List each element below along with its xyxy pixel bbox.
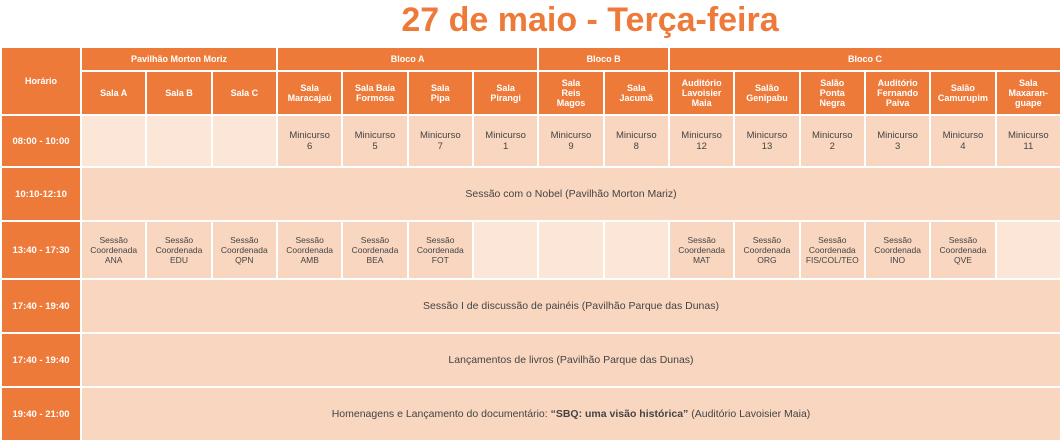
session-cell: Minicurso 7 <box>409 116 472 166</box>
schedule-row <box>2 280 1060 332</box>
session-cell: Sessão Coordenada MAT <box>670 222 733 278</box>
room-header: Salão Camurupim <box>931 72 994 114</box>
session-span <box>82 388 1060 440</box>
time-slot: 17:40 - 19:40 <box>2 280 80 332</box>
session-cell: Minicurso 5 <box>343 116 406 166</box>
group-header-bloco-b: Bloco B <box>539 48 668 70</box>
schedule-row <box>2 334 1060 386</box>
horario-header: Horário <box>2 48 80 114</box>
room-header: Auditório Lavoisier Maia <box>670 72 733 114</box>
schedule-row <box>2 168 1060 220</box>
session-cell: Sessão Coordenada FIS/COL/TEO <box>801 222 864 278</box>
session-cell: Sessão Coordenada QPN <box>213 222 276 278</box>
session-cell <box>474 222 537 278</box>
room-header: Salão Genipabu <box>735 72 798 114</box>
schedule-row <box>2 388 1060 440</box>
session-cell <box>539 222 602 278</box>
group-header-bloco-a: Bloco A <box>278 48 537 70</box>
group-header-bloco-c: Bloco C <box>670 48 1060 70</box>
time-slot: 17:40 - 19:40 <box>2 334 80 386</box>
session-text-pre: Homenagens e Lançamento do documentário: <box>331 408 551 420</box>
schedule-row <box>2 222 1060 278</box>
session-cell <box>147 116 210 166</box>
room-header: Sala Pirangi <box>474 72 537 114</box>
session-cell: Sessão Coordenada QVE <box>931 222 994 278</box>
session-cell: Sessão Coordenada ORG <box>735 222 798 278</box>
documentary-title: “SBQ: uma visão histórica” <box>550 408 689 420</box>
room-header: Auditório Fernando Paiva <box>866 72 929 114</box>
session-text-post: (Auditório Lavoisier Maia) <box>688 408 811 420</box>
time-slot: 08:00 - 10:00 <box>2 116 80 166</box>
page-title: 27 de maio - Terça-feira <box>401 1 779 39</box>
session-cell: Minicurso 6 <box>278 116 341 166</box>
session-cell: Sessão Coordenada ANA <box>82 222 145 278</box>
session-cell <box>82 116 145 166</box>
session-cell: Minicurso 4 <box>931 116 994 166</box>
room-header: Sala Reis Magos <box>539 72 602 114</box>
session-cell <box>605 222 668 278</box>
session-cell: Minicurso 2 <box>801 116 864 166</box>
time-slot: 19:40 - 21:00 <box>2 388 80 440</box>
session-cell: Minicurso 11 <box>997 116 1060 166</box>
room-header: Sala Maxaran- guape <box>997 72 1060 114</box>
session-cell: Minicurso 1 <box>474 116 537 166</box>
session-cell: Sessão Coordenada BEA <box>343 222 406 278</box>
room-header: Sala Pipa <box>409 72 472 114</box>
session-cell: Minicurso 13 <box>735 116 798 166</box>
session-span: Lançamentos de livros (Pavilhão Parque das Dunas) <box>82 334 1060 386</box>
schedule-row <box>2 116 1060 166</box>
session-cell: Sessão Coordenada INO <box>866 222 929 278</box>
session-span: Sessão I de discussão de painéis (Pavilhão Parque das Dunas) <box>82 280 1060 332</box>
session-cell: Minicurso 3 <box>866 116 929 166</box>
room-header: Sala Baía Formosa <box>343 72 406 114</box>
room-header: Sala Jacumã <box>605 72 668 114</box>
time-slot: 13:40 - 17:30 <box>2 222 80 278</box>
session-cell: Minicurso 9 <box>539 116 602 166</box>
room-header: Sala C <box>213 72 276 114</box>
session-cell: Minicurso 12 <box>670 116 733 166</box>
room-header-row <box>2 72 1060 114</box>
room-header: Salão Ponta Negra <box>801 72 864 114</box>
time-slot: 10:10-12:10 <box>2 168 80 220</box>
session-cell <box>997 222 1060 278</box>
schedule-table <box>0 46 1062 442</box>
session-cell: Sessão Coordenada EDU <box>147 222 210 278</box>
session-cell: Minicurso 8 <box>605 116 668 166</box>
room-header: Sala B <box>147 72 210 114</box>
group-header-pavilhao: Pavilhão Morton Moriz <box>82 48 276 70</box>
session-cell <box>213 116 276 166</box>
session-span: Sessão com o Nobel (Pavilhão Morton Mariz) <box>82 168 1060 220</box>
session-cell: Sessão Coordenada AMB <box>278 222 341 278</box>
room-header: Sala Maracajaú <box>278 72 341 114</box>
room-header: Sala A <box>82 72 145 114</box>
session-cell: Sessão Coordenada FOT <box>409 222 472 278</box>
